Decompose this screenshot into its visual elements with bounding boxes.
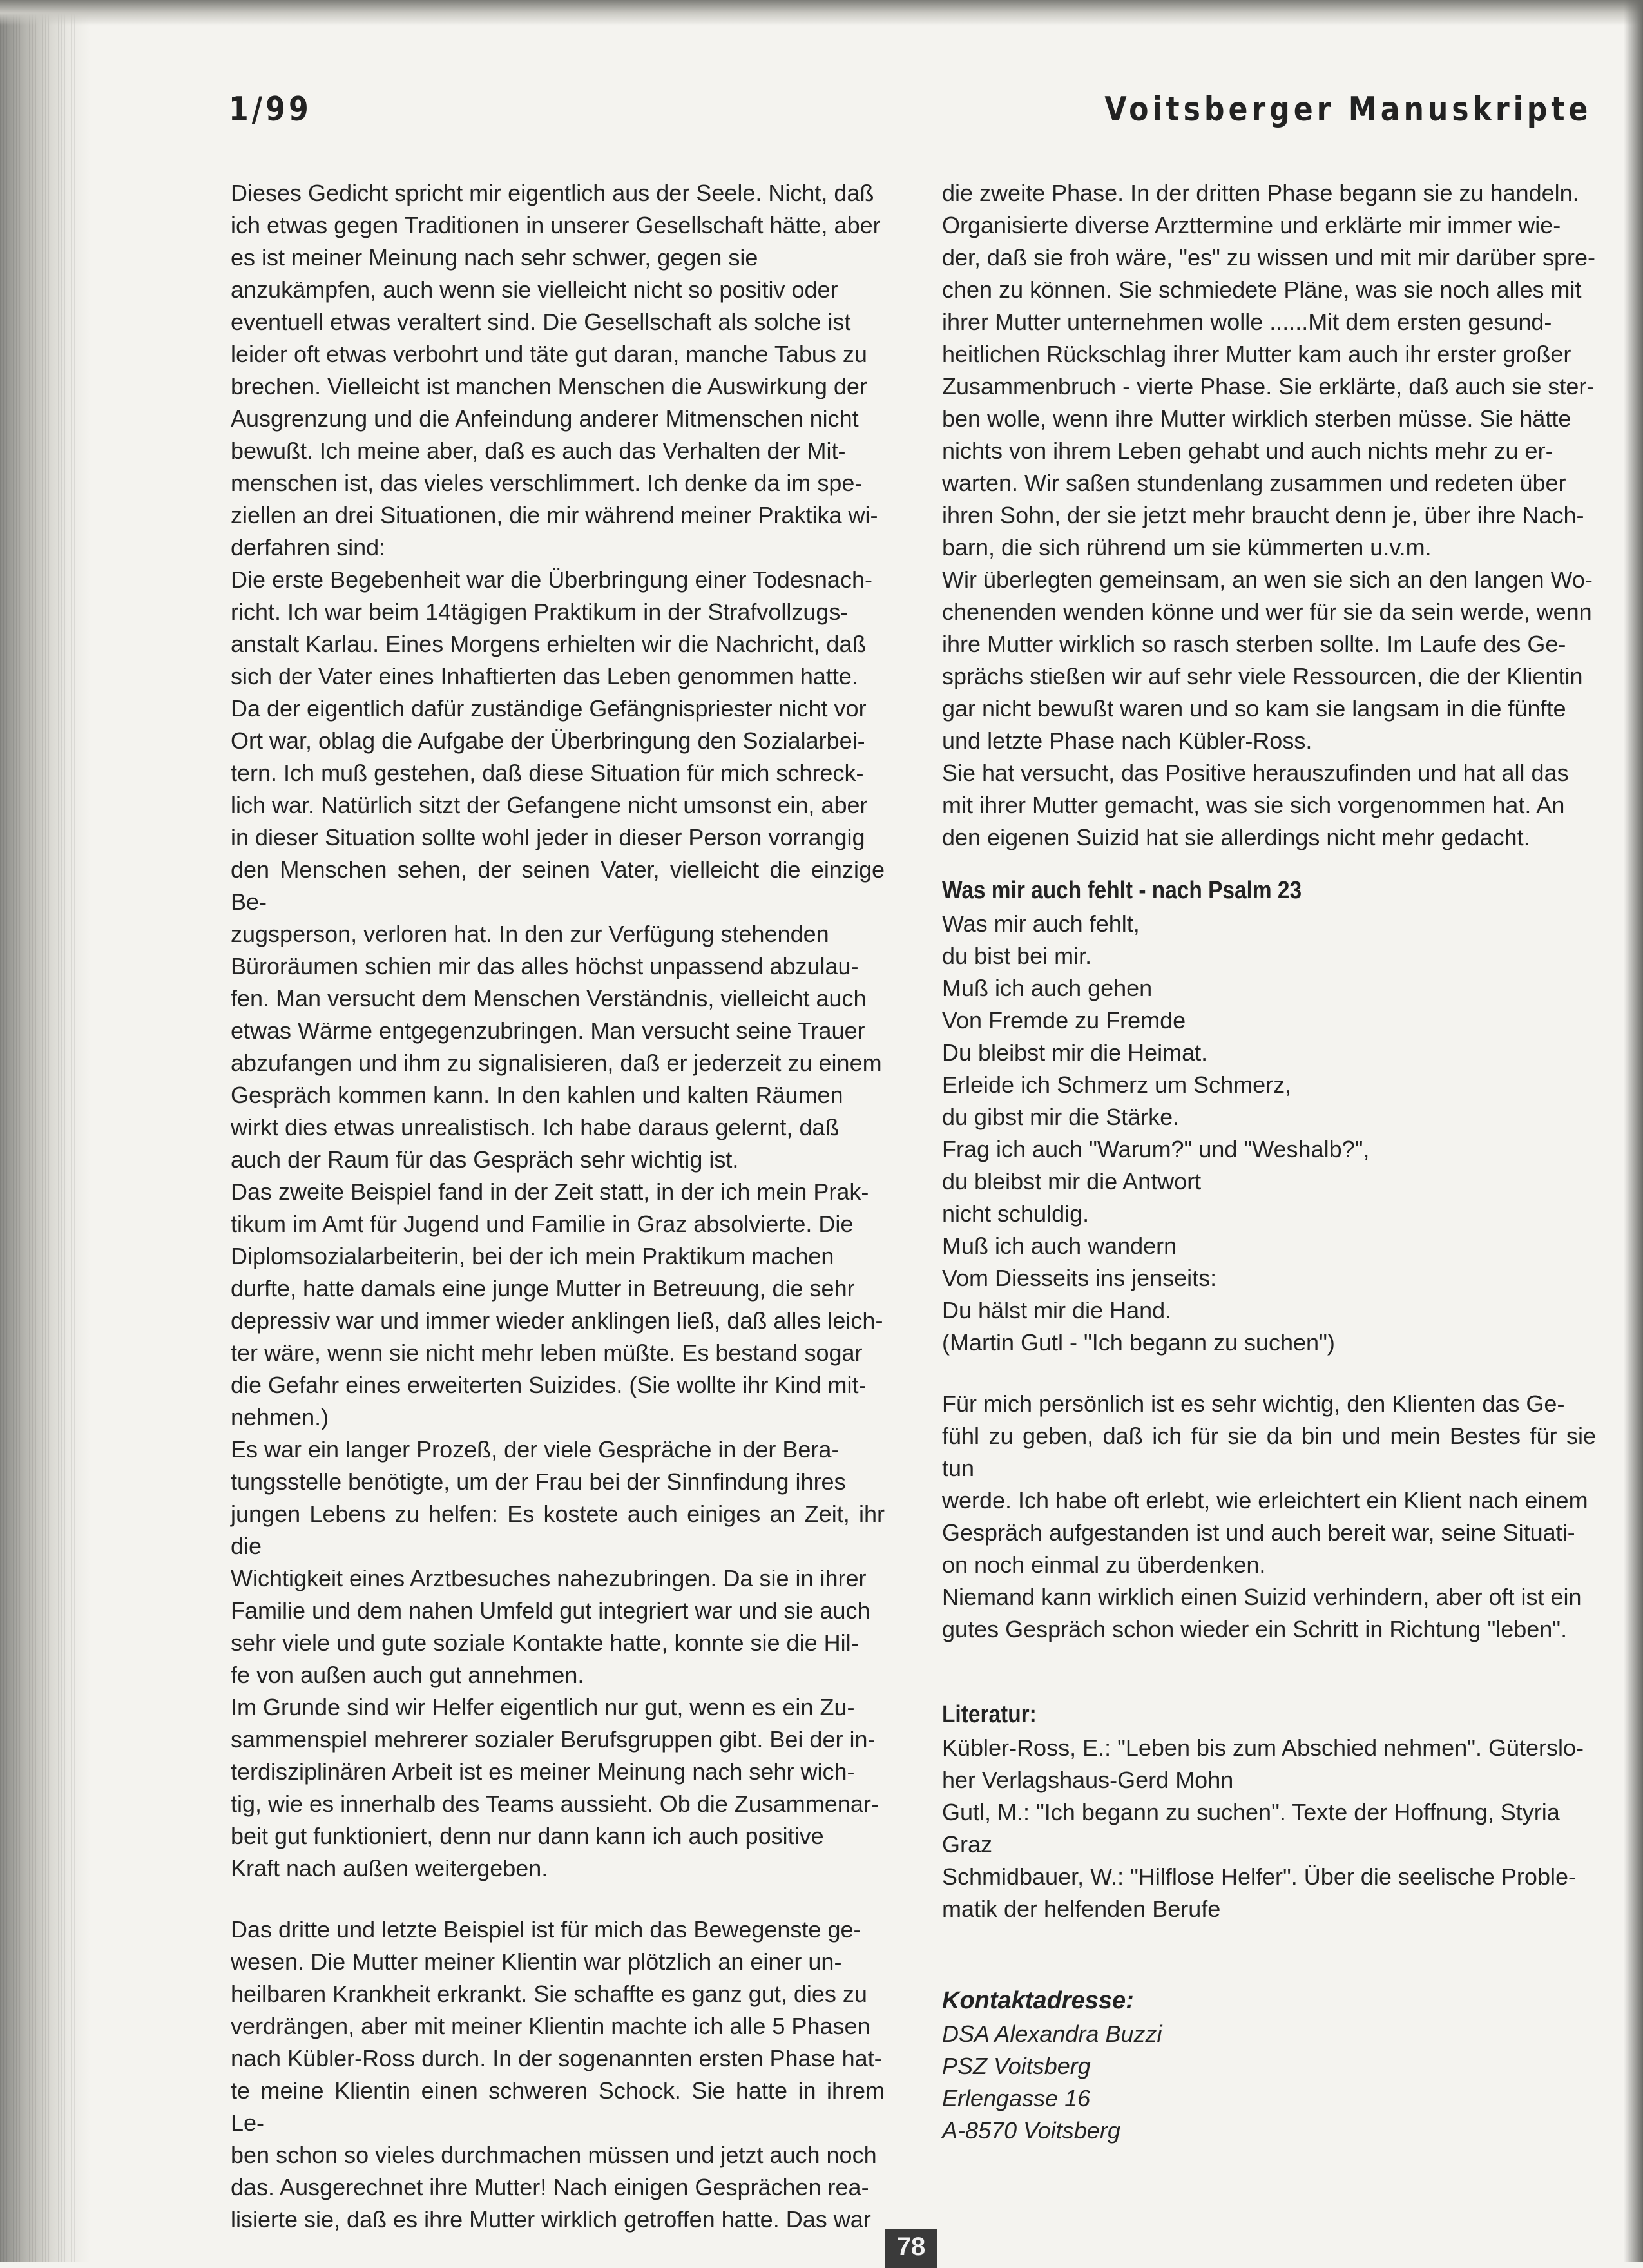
book-page-stack	[0, 0, 77, 2262]
poem-title: Was mir auch fehlt - nach Psalm 23	[942, 877, 1302, 904]
poem-text: Was mir auch fehlt, du bist bei mir. Muß ich auch gehen Von Fremde zu Fremde Du bleibst mir die Heimat. Erleide ich Schmerz um Schmerz, du gibst mir die Stärke. Frag ich auch "Warum?" und "Weshalb?", du bleibst mir die Antwort nicht schuldig. Muß ich auch wandern Vom Diesseits ins jenseits: Du hälst mir die Hand. (Martin Gutl - "Ich begann zu suchen")	[942, 910, 1370, 1356]
paragraph: die zweite Phase. In der dritten Phase begann sie zu handeln. Organisierte diverse Arzttermine und erklärte mir immer wie- der, daß sie froh wäre, "es" zu wissen und mit mir darüber spre- chen zu können. Sie schmiedete Pläne, was sie noch alles mit ihrer Mutter unternehmen wolle ......Mit dem ersten gesund- heitlichen Rückschlag ihrer Mutter kam auch ihr erster großer Zusammenbruch - vierte Phase. Sie erklärte, daß auch sie ster- ben wolle, wenn ihre Mutter wirklich sterben müsse. Sie hätte nichts von ihrem Leben gehabt und auch nichts mehr zu er- warten. Wir saßen stundenlang zusammen und redeten über ihren Sohn, der sie jetzt mehr braucht denn je, über ihre Nach- barn, die sich rührend um sie kümmerten u.v.m.	[942, 180, 1595, 561]
contact-title: Kontaktadresse:	[942, 1987, 1134, 2014]
paragraph: Sie hat versucht, das Positive herauszufinden und hat all das mit ihrer Mutter gemacht, was sie sich vorgenommen hat. An den eigenen Suizid hat sie allerdings nicht mehr gedacht.	[942, 760, 1569, 850]
issue-number: 1/99	[229, 90, 312, 129]
spacer	[942, 1646, 1596, 1697]
paragraph: Das dritte und letzte Beispiel ist für mich das Bewegenste ge- wesen. Die Mutter meiner Klientin war plötzlich an einer un- heilbaren Krankheit erkrankt. Sie schaffte es ganz gut, dies zu verdrängen, aber mit meiner Klientin machte ich alle 5 Phasen nach Kübler-Ross durch. In der sogenannten ersten Phase hat- te meine Klientin einen schweren Schock. Sie hatte in ihrem Le- ben schon so vieles durchmachen müssen und jetzt auch noch das. Ausgerechnet ihre Mutter! Nach einigen Gesprächen rea- lisierte sie, daß es ihre Mutter wirklich getroffen hatte. Das war	[231, 1916, 885, 2233]
paragraph: Dieses Gedicht spricht mir eigentlich aus der Seele. Nicht, daß ich etwas gegen Traditionen in unserer Gesellschaft hätte, aber es ist meiner Meinung nach sehr schwer, gegen sie anzukämpfen, auch wenn sie vielleicht nicht so positiv oder eventuell etwas veraltert sind. Die Gesellschaft als solche ist leider oft etwas verbohrt und täte gut daran, manche Tabus zu brechen. Vielleicht ist manchen Menschen die Auswirkung der Ausgrenzung und die Anfeindung anderer Mitmenschen nicht bewußt. Ich meine aber, daß es auch das Verhalten der Mit- menschen ist, das vieles verschlimmert. Ich denke da im spe- ziellen an drei Situationen, die mir während meiner Praktika wi- derfahren sind:	[231, 180, 881, 561]
spacer	[942, 854, 1596, 873]
spacer	[942, 1359, 1596, 1388]
contact-line: Erlengasse 16	[942, 2085, 1091, 2111]
paragraph: Das zweite Beispiel fand in der Zeit statt, in der ich mein Prak- tikum im Amt für Jugend und Familie in Graz absolvierte. Die Diplomsozialarbeiterin, bei der ich mein Praktikum machen durfte, hatte damals eine junge Mutter in Betreuung, die sehr depressiv war und immer wieder anklingen ließ, daß alles leich- ter wäre, wenn sie nicht mehr leben müßte. Es bestand sogar die Gefahr eines erweiterten Suizides. (Sie wollte ihr Kind mit- nehmen.)	[231, 1178, 883, 1430]
paragraph: Niemand kann wirklich einen Suizid verhindern, aber oft ist ein gutes Gespräch schon wieder ein Schritt in Richtung "leben".	[942, 1584, 1582, 1642]
literature-entry: Schmidbauer, W.: "Hilflose Helfer". Über die seelische Proble- matik der helfenden Berufe	[942, 1863, 1576, 1922]
paragraph: Wir überlegten gemeinsam, an wen sie sich an den langen Wo- chenenden wenden könne und wer für sie da sein werde, wenn ihre Mutter wirklich so rasch sterben sollte. Im Laufe des Ge- sprächs stießen wir auf sehr viele Ressourcen, die der Klientin gar nicht bewußt waren und so kam sie langsam in die fünfte und letzte Phase nach Kübler-Ross.	[942, 566, 1593, 754]
contact-line: PSZ Voitsberg	[942, 2053, 1091, 2079]
right-column	[942, 177, 1596, 2147]
page-number: 78	[885, 2229, 937, 2268]
right-scan-shadow	[1624, 0, 1643, 2262]
journal-title: Voitsberger Manuskripte	[1104, 90, 1591, 129]
paragraph: Für mich persönlich ist es sehr wichtig, den Klienten das Ge- fühl zu geben, daß ich für sie da bin und mein Bestes für sie tun werde. Ich habe oft erlebt, wie erleichtert ein Klient nach einem Gespräch aufgestanden ist und auch bereit war, seine Situati- on noch einmal zu überdenken.	[942, 1390, 1596, 1578]
literature-entry: Gutl, M.: "Ich begann zu suchen". Texte der Hoffnung, Styria Graz	[942, 1799, 1560, 1858]
literature-entry: Kübler-Ross, E.: "Leben bis zum Abschied nehmen". Güterslo- her Verlagshaus-Gerd Mohn	[942, 1735, 1584, 1793]
paragraph: Im Grunde sind wir Helfer eigentlich nur gut, wenn es ein Zu- sammenspiel mehrerer sozialer Berufsgruppen gibt. Bei der in- terdisziplinären Arbeit ist es meiner Meinung nach sehr wich- tig, wie es innerhalb des Teams aussieht. Ob die Zusammenar- beit gut funktioniert, denn nur dann kann ich auch positive Kraft nach außen weitergeben.	[231, 1694, 879, 1881]
spacer	[942, 1925, 1596, 1983]
top-scan-shadow	[0, 0, 1643, 26]
paragraph: Es war ein langer Prozeß, der viele Gespräche in der Bera- tungsstelle benötigte, um der Frau bei der Sinnfindung ihres jungen Lebens zu helfen: Es kostete auch einiges an Zeit, ihr die Wichtigkeit eines Arztbesuches nahezubringen. Da sie in ihrer Familie und dem nahen Umfeld gut integriert war und sie auch sehr viele und gute soziale Kontakte hatte, konnte sie die Hil- fe von außen auch gut annehmen.	[231, 1436, 885, 1688]
left-column	[231, 177, 885, 2236]
contact-line: DSA Alexandra Buzzi	[942, 2021, 1162, 2047]
spacer	[231, 1885, 885, 1914]
paragraph: Die erste Begebenheit war die Überbringung einer Todesnach- richt. Ich war beim 14tägigen Praktikum in der Strafvollzugs- anstalt Karlau. Eines Morgens erhielten wir die Nachricht, daß sich der Vater eines Inhaftierten das Leben genommen hatte. Da der eigentlich dafür zuständige Gefängnispriester nicht vor Ort war, oblag die Aufgabe der Überbringung den Sozialarbei- tern. Ich muß gestehen, daß diese Situation für mich schreck- lich war. Natürlich sitzt der Gefangene nicht umsonst ein, aber in dieser Situation sollte wohl jeder in dieser Person vorrangig den Menschen sehen, der seinen Vater, vielleicht die einzige Be- zugsperson, verloren hat. In den zur Verfügung stehenden Büroräumen schien mir das alles höchst unpassend abzulau- fen. Man versucht dem Menschen Verständnis, vielleicht auch etwas Wärme entgegenzubringen. Man versucht seine Trauer abzufangen und ihm zu signalisieren, daß er jederzeit zu einem Gespräch kommen kann. In den kahlen und kalten Räumen wirkt dies etwas unrealistisch. Ich habe daraus gelernt, daß auch der Raum für das Gespräch sehr wichtig ist.	[231, 566, 885, 1173]
literature-title: Literatur:	[942, 1701, 1037, 1728]
contact-line: A-8570 Voitsberg	[942, 2117, 1120, 2144]
